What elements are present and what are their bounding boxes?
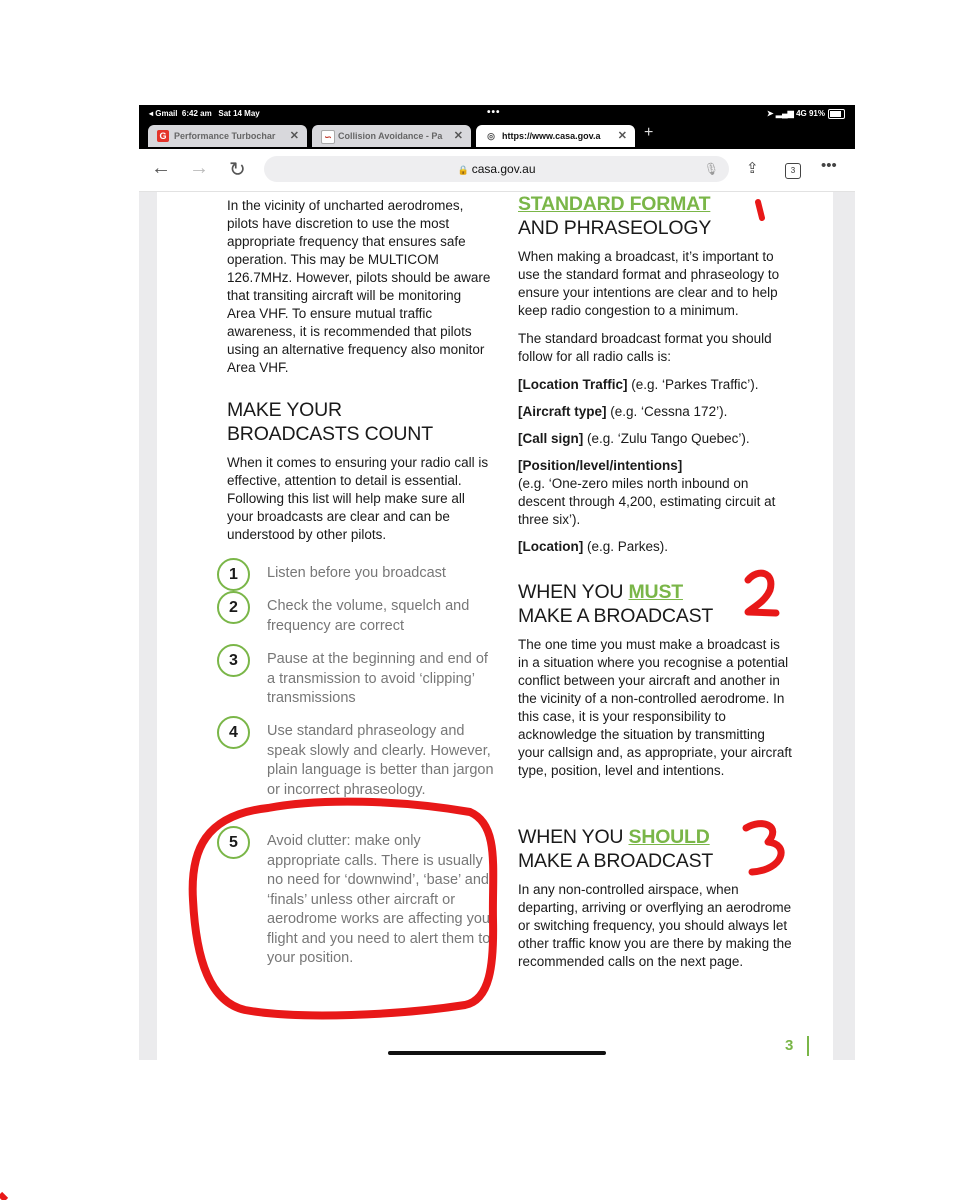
back-arrow-icon[interactable]: ←: [151, 157, 171, 179]
should-broadcast-section: [518, 825, 793, 981]
item-text: Avoid clutter: make only appropriate calls. There is usually no need for ‘downwind’, ‘base’ and ‘finals’ unless other aircraft or aerodrome works are affecting your flight and you need to alert them to your position.: [267, 833, 495, 966]
status-right: [767, 109, 825, 118]
format-field: [Aircraft type]: [518, 404, 607, 419]
right-column: [518, 192, 793, 565]
tab-title: Performance Turbochar: [174, 131, 276, 141]
microphone-icon[interactable]: 🎙: [703, 162, 719, 176]
make-broadcasts-section: [227, 398, 492, 554]
format-example: (e.g. ‘Parkes Traffic’).: [627, 377, 759, 392]
format-field: [Position/level/intentions]: [518, 458, 683, 473]
pdf-page: [157, 192, 833, 1060]
heading-line: BROADCASTS COUNT: [227, 423, 433, 445]
tab-casa-active[interactable]: [476, 125, 635, 147]
must-broadcast-section: [518, 580, 793, 790]
format-field: [Location]: [518, 539, 584, 554]
sf-paragraph: The standard broadcast format you should follow for all radio calls is:: [518, 331, 772, 364]
page-number: 3: [785, 1037, 794, 1054]
format-example: (e.g. ‘Cessna 172’).: [606, 404, 728, 419]
location-icon: ➤: [766, 109, 774, 118]
close-tab-icon[interactable]: ✕: [453, 130, 463, 142]
status-time: 6:42 am: [181, 109, 212, 118]
number-badge: 3: [217, 644, 250, 677]
broadcast-checklist: [217, 558, 507, 1038]
section-paragraph: When it comes to ensuring your radio call is effective, attention to detail is essential. Following this list will help make sure all your broadcasts are clear and can be understood by other pilots.: [227, 455, 489, 542]
format-item: [518, 403, 793, 421]
forward-arrow-icon[interactable]: →: [189, 157, 209, 179]
format-example: (e.g. Parkes).: [583, 539, 669, 554]
heading-prefix: WHEN YOU: [518, 826, 629, 848]
tab-favicon-icon: ∽: [321, 130, 335, 144]
network-type: 4G: [796, 109, 807, 118]
format-item: [518, 376, 793, 394]
format-example: (e.g. ‘One-zero miles north inbound on descent through 4,200, estimating circuit at three six’).: [518, 476, 776, 527]
ipad-screen: [139, 105, 855, 1060]
format-item: [518, 538, 793, 556]
lock-icon: 🔒: [457, 165, 469, 175]
globe-icon: ◎: [487, 131, 495, 141]
more-options-icon[interactable]: •••: [821, 157, 837, 174]
pdf-viewport[interactable]: [139, 192, 855, 1060]
format-example: (e.g. ‘Zulu Tango Quebec’).: [583, 431, 750, 446]
url-text: casa.gov.au: [471, 162, 536, 176]
heading-line: MAKE A BROADCAST: [518, 605, 714, 627]
heading-line: [518, 580, 793, 604]
number-badge: 2: [217, 591, 250, 624]
battery-percent: 91%: [808, 109, 825, 118]
battery-icon: [828, 109, 845, 119]
heading-highlight: SHOULD: [628, 826, 710, 848]
heading-highlight: STANDARD FORMAT: [518, 193, 711, 215]
reload-icon[interactable]: ↻: [229, 159, 246, 181]
status-bar: [139, 105, 855, 122]
heading-prefix: WHEN YOU: [518, 581, 629, 603]
item-text: Use standard phraseology and speak slowly and clearly. However, plain language is better than jargon or incorrect phraseology.: [267, 723, 494, 798]
tab-title: https://www.casa.gov.a: [502, 131, 601, 141]
tab-collision-avoidance[interactable]: [312, 125, 471, 147]
signal-icon: ▂▄▆: [775, 109, 794, 118]
tab-switcher-button[interactable]: 3: [785, 163, 801, 179]
number-badge: 5: [217, 826, 250, 859]
format-list: [518, 376, 793, 556]
format-item: [518, 430, 793, 448]
format-field: [Call sign]: [518, 431, 584, 446]
heading-line: MAKE YOUR: [227, 399, 342, 421]
section-heading: [227, 398, 492, 446]
item-text: Pause at the beginning and end of a transmission to avoid ‘clipping’ transmissions: [267, 651, 488, 706]
heading-line: [518, 825, 793, 849]
heading-line: AND PHRASEOLOGY: [518, 217, 712, 239]
back-to-app-link[interactable]: ◂ Gmail: [149, 109, 178, 118]
share-icon[interactable]: ⇪: [746, 160, 759, 177]
standard-format-heading: [518, 192, 793, 240]
status-left: [149, 109, 260, 118]
tab-bar: [139, 122, 855, 149]
close-tab-icon[interactable]: ✕: [289, 130, 299, 142]
must-heading: [518, 580, 793, 628]
intro-paragraph: In the vicinity of uncharted aerodromes, pilots have discretion to use the most appropriate frequency that ensures safe operation. This may be MULTICOM 126.7MHz. However, pilots should be aware that transiting aircraft will be monitoring Area VHF. To ensure mutual traffic awareness, it is recommended that pilots using an alternative frequency also monitor Area VHF.: [227, 198, 491, 375]
close-tab-icon[interactable]: ✕: [617, 130, 627, 142]
new-tab-plus-icon[interactable]: +: [644, 124, 654, 141]
home-indicator[interactable]: [388, 1051, 606, 1055]
page-number-divider: [807, 1036, 809, 1056]
number-badge: 4: [217, 716, 250, 749]
tab-title: Collision Avoidance - Pa: [338, 131, 443, 141]
tab-performance-turbocharger[interactable]: [148, 125, 307, 147]
should-heading: [518, 825, 793, 873]
status-date: Sat 14 May: [218, 109, 260, 118]
heading-highlight: MUST: [628, 581, 683, 603]
sf-paragraph: When making a broadcast, it’s important to use the standard format and phraseology to ensure your intentions are clear and to help keep radio congestion to a minimum.: [518, 249, 780, 318]
must-paragraph: The one time you must make a broadcast is in a situation where you recognise a potential conflict between your aircraft and another in the vicinity of a non-controlled aerodrome. In this case, it is your responsibility to acknowledge the situation by transmitting your callsign and, as appropriate, your aircraft type, position, level and intentions.: [518, 637, 792, 778]
tab-favicon-icon: G: [157, 130, 169, 142]
browser-toolbar: [139, 149, 855, 192]
format-item: [518, 457, 793, 529]
number-badge: 1: [217, 558, 250, 591]
address-bar[interactable]: [264, 156, 729, 182]
left-column: [227, 197, 492, 387]
item-text: Check the volume, squelch and frequency are correct: [267, 598, 470, 634]
multitask-dots-icon[interactable]: •••: [487, 107, 501, 118]
item-text: Listen before you broadcast: [267, 565, 446, 581]
corner-mark-annotation: [0, 1194, 6, 1200]
heading-line: MAKE A BROADCAST: [518, 850, 714, 872]
should-paragraph: In any non-controlled airspace, when departing, arriving or overflying an aerodrome or switching frequency, you should always let other traffic know you are there by making the recommended calls on the next page.: [518, 882, 792, 969]
format-field: [Location Traffic]: [518, 377, 628, 392]
